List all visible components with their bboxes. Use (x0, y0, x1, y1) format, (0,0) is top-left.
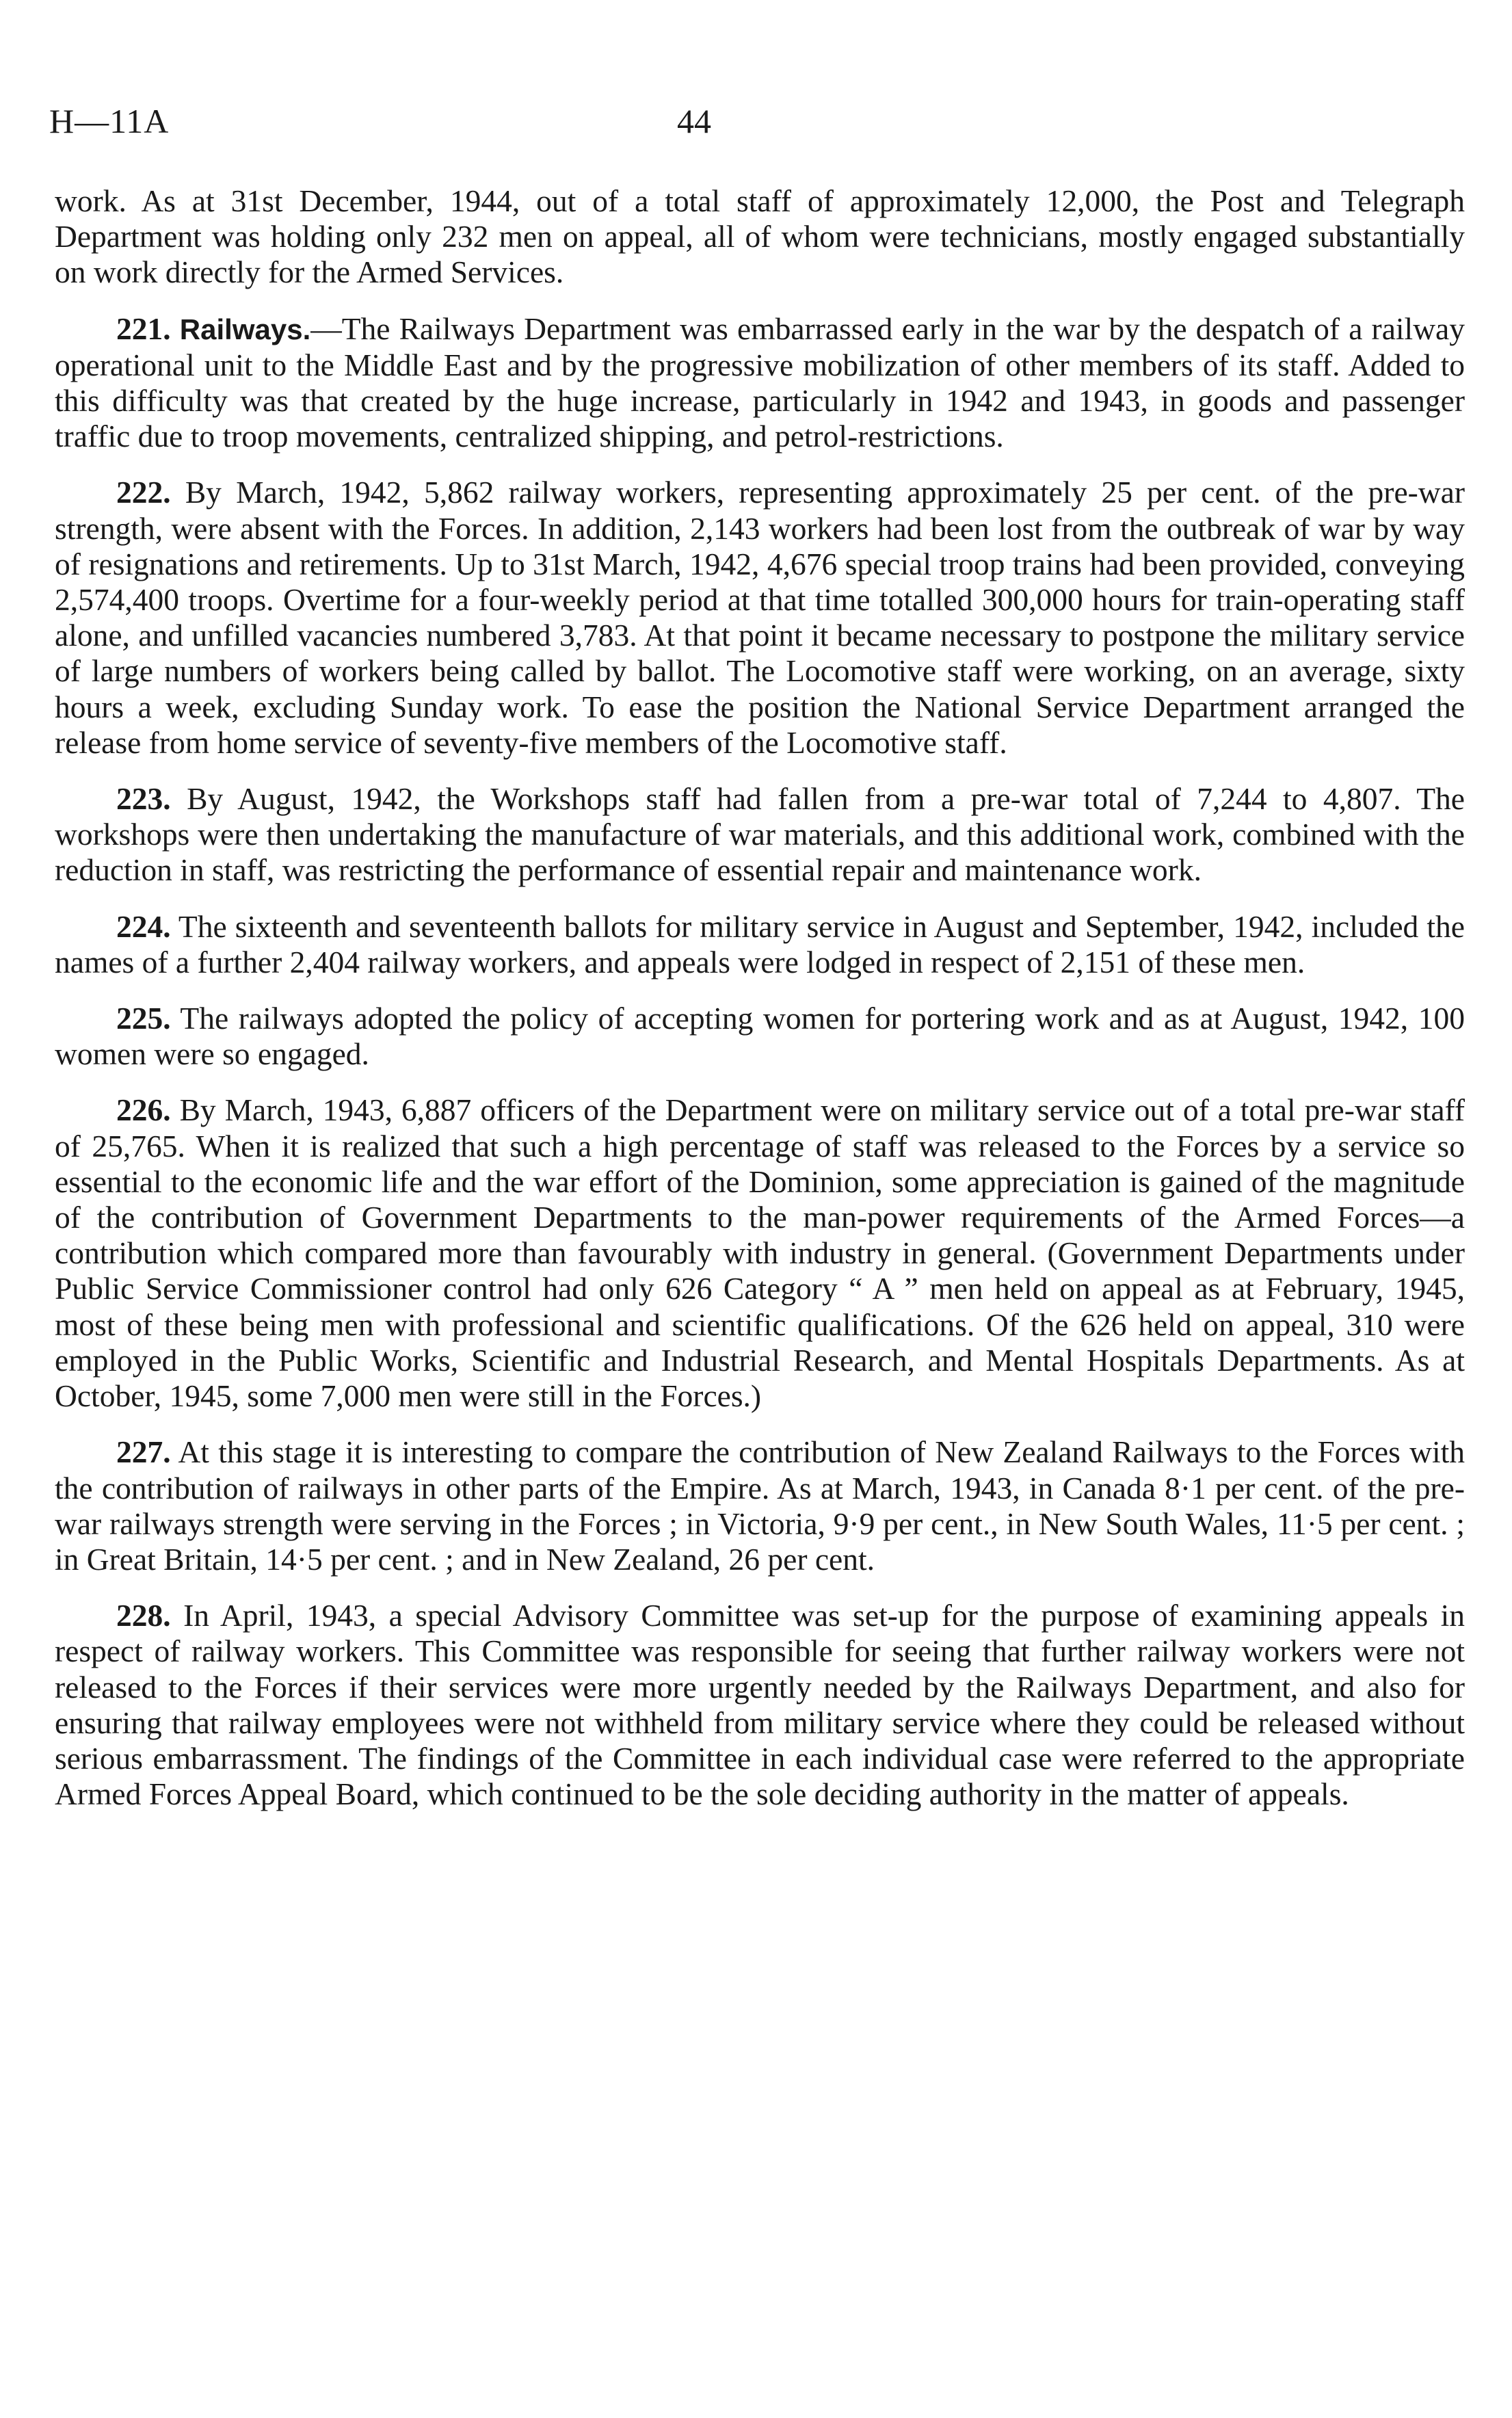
paragraph-text: In April, 1943, a special Advisory Committee was set-up for the purpose of examining appeals in respect of railway workers. This Committee was responsible for seeing that further railway workers were not released to the Forces if their services were more urgently needed by the Railways Department, and also for ensuring that railway employees were not withheld from military service where they could be released without serious embarrassment. The findings of the Committee in each individual case were referred to the appropriate Armed Forces Appeal Board, which continued to be the sole deciding authority in the matter of appeals. (55, 1598, 1465, 1812)
paragraph-222 (55, 475, 1465, 761)
document-reference: H—11A (49, 102, 170, 140)
paragraph-228 (55, 1598, 1465, 1812)
paragraph-text: By March, 1943, 6,887 officers of the Department were on military service out of a total pre-war staff of 25,765. When it is realized that such a high percentage of staff was released to the Forces by a service so essential to the economic life and the war effort of the Dominion, some appreciation is gained of the magnitude of the contribution of Government Departments to the man-power requirements of the Armed Forces—a contribution which compared more than favourably with industry in general. (Government Departments under Public Service Commissioner control had only 626 Category “ A ” men held on appeal as at February, 1945, most of these being men with professional and scientific qualifications. Of the 626 held on appeal, 310 were employed in the Public Works, Scientific and Industrial Research, and Mental Hospitals Departments. As at October, 1945, some 7,000 men were still in the Forces.) (55, 1092, 1465, 1414)
paragraph-text: —The Railways Department was embarrassed early in the war by the despatch of a railway operational unit to the Middle East and by the progressive mobilization of other members of its staff. Added to this difficulty was that created by the huge increase, particularly in 1942 and 1943, in goods and passenger traffic due to troop movements, centralized shipping, and petrol-restrictions. (55, 311, 1465, 454)
paragraph-number: 221. (116, 311, 171, 346)
paragraph-number: 222. (116, 475, 171, 510)
paragraph-227 (55, 1434, 1465, 1577)
paragraph-223 (55, 781, 1465, 889)
paragraph-number: 226. (116, 1092, 171, 1128)
paragraph-text: The railways adopted the policy of accepting women for portering work and as at August, 1942, 100 women were so engaged. (55, 1001, 1465, 1072)
paragraph-221 (55, 311, 1465, 455)
paragraph-text: At this stage it is interesting to compare the contribution of New Zealand Railways to the Forces with the contribution of railways in other parts of the Empire. As at March, 1943, in Canada 8·1 per cent. of the pre-war railways strength were serving in the Forces ; in Victoria, 9·9 per cent., in New South Wales, 11·5 per cent. ; in Great Britain, 14·5 per cent. ; and in New Zealand, 26 per cent. (55, 1434, 1465, 1577)
paragraph-225 (55, 1001, 1465, 1072)
paragraph-number: 225. (116, 1001, 171, 1036)
paragraph-text: By March, 1942, 5,862 railway workers, representing approximately 25 per cent. of the pre-war strength, were absent with the Forces. In addition, 2,143 workers had been lost from the outbreak of war by way of resignations and retirements. Up to 31st March, 1942, 4,676 special troop trains had been provided, conveying 2,574,400 troops. Overtime for a four-weekly period at that time totalled 300,000 hours for train-operating staff alone, and unfilled vacancies numbered 3,783. At that point it became necessary to postpone the military service of large numbers of workers being called by ballot. The Locomotive staff were working, on an average, sixty hours a week, excluding Sunday work. To ease the position the National Service Department arranged the release from home service of seventy-five members of the Locomotive staff. (55, 475, 1465, 760)
paragraph-heading: Railways. (179, 313, 311, 345)
paragraph-number: 223. (116, 781, 171, 817)
page-number: 44 (677, 102, 711, 140)
paragraph-226 (55, 1092, 1465, 1414)
paragraph-text: work. As at 31st December, 1944, out of a total staff of approximately 12,000, the Post and Telegraph Department was holding only 232 men on appeal, all of whom were technicians, mostly engaged substantially on work directly for the Armed Services. (55, 183, 1465, 290)
paragraph-continued (55, 183, 1465, 291)
document-body (55, 183, 1465, 1832)
paragraph-224 (55, 909, 1465, 980)
paragraph-number: 224. (116, 908, 171, 944)
paragraph-text: By August, 1942, the Workshops staff had fallen from a pre-war total of 7,244 to 4,807. The workshops were then undertaking the manufacture of war materials, and this additional work, combined with the reduction in staff, was restricting the performance of essential repair and maintenance work. (55, 781, 1465, 888)
paragraph-text: The sixteenth and seventeenth ballots for military service in August and September, 1942, included the names of a further 2,404 railway workers, and appeals were lodged in respect of 2,151 of these men. (55, 908, 1465, 980)
page-header (49, 101, 1465, 156)
paragraph-number: 228. (116, 1598, 171, 1633)
paragraph-number: 227. (116, 1434, 171, 1470)
